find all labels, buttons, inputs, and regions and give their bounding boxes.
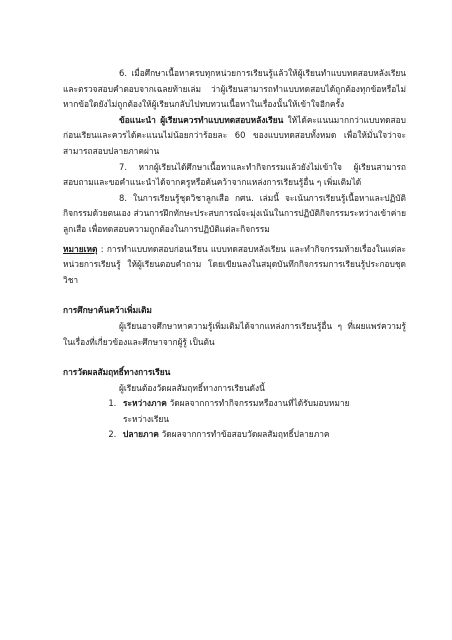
evaluation-item-1-label: ระหว่างภาค [123,398,167,409]
evaluation-item-2 [119,427,406,443]
paragraph-7: 7. หากผู้เรียนได้ศึกษาเนื้อหาและทำกิจกรรมแล้วยังไม่เข้าใจ ผู้เรียนสามารถสอบถามและขอคำแนะนำได้จากครูหรือค้นคว้าจากแหล่งการเรียนรู้อื่น ๆ เพิ่มเติมได้ [63,161,406,188]
evaluation-item-2-label: ปลายภาค [123,429,159,440]
evaluation-item-1-continuation: ระหว่างเรียน [123,413,170,424]
evaluation-item-1 [119,396,406,427]
paragraph-8: 8. ในการเรียนรู้ชุดวิชาลูกเสือ กศน. เล่มนี้ จะเน้นการเรียนรู้เนื้อหาและปฏิบัติกิจกรรมด้วยตนเอง ส่วนการฝึกทักษะประสบการณ์จะมุ่งเน้นในการปฏิบัติกิจกรรมระหว่างเข้าค่ายลูกเสือ เพื่อทดสอบความถูกต้องในการปฏิบัติแต่ละกิจกรรม [63,192,406,234]
heading-research: การศึกษาค้นคว้าเพิ่มเติม [63,305,152,316]
advice-label: ข้อแนะนำ ผู้เรียนควรทำแบบทดสอบหลังเรียน [119,114,284,125]
note-text: : การทำแบบทดสอบก่อนเรียน แบบทดสอบหลังเรียน และทำกิจกรรมท้ายเรื่องในแต่ละหน่วยการเรียนรู้ ให้ผู้เรียนตอบคำถาม โดยเขียนลงในสมุดบันทึกกิจกรรมการเรียนรู้ประกอบชุดวิชา [63,243,406,285]
evaluation-intro: ผู้เรียนต้องวัดผลสัมฤทธิ์ทางการเรียนดังนี้ [119,382,265,393]
evaluation-item-2-text: วัดผลจากการทำข้อสอบวัดผลสัมฤทธิ์ปลายภาค [158,429,330,440]
note-label: หมายเหตุ [63,243,98,254]
research-paragraph: ผู้เรียนอาจศึกษาหาความรู้เพิ่มเติมได้จากแหล่งการเรียนรู้อื่น ๆ ที่เผยแพร่ความรู้ในเรื่องที่เกี่ยวข้องและศึกษาจากผู้รู้ เป็นต้น [63,320,406,347]
evaluation-list [63,396,406,443]
advice-text: ให้ได้คะแนนมากกว่าแบบทดสอบก่อนเรียนและควรได้คะแนนไม่น้อยกว่าร้อยละ 60 ของแบบทดสอบทั้งหมด เพื่อให้มั่นใจว่าจะสามารถสอบปลายภาคผ่าน [63,114,406,156]
note-paragraph [63,242,406,289]
evaluation-item-1-text: วัดผลจากการทำกิจกรรมหรืองานที่ได้รับมอบหมาย [166,398,350,409]
advice-paragraph [63,113,406,160]
paragraph-6: 6. เมื่อศึกษาเนื้อหาครบทุกหน่วยการเรียนรู้แล้วให้ผู้เรียนทำแบบทดสอบหลังเรียน และตรวจสอบคำตอบจากเฉลยท้ายเล่ม ว่าผู้เรียนสามารถทำแบบทดสอบได้ถูกต้องทุกข้อหรือไม่หากข้อใดยังไม่ถูกต้องให้ผู้เรียนกลับไปทบทวนเนื้อหาในเรื่องนั้นให้เข้าใจอีกครั้ง [63,68,406,110]
heading-evaluation: การวัดผลสัมฤทธิ์ทางการเรียน [63,367,171,378]
